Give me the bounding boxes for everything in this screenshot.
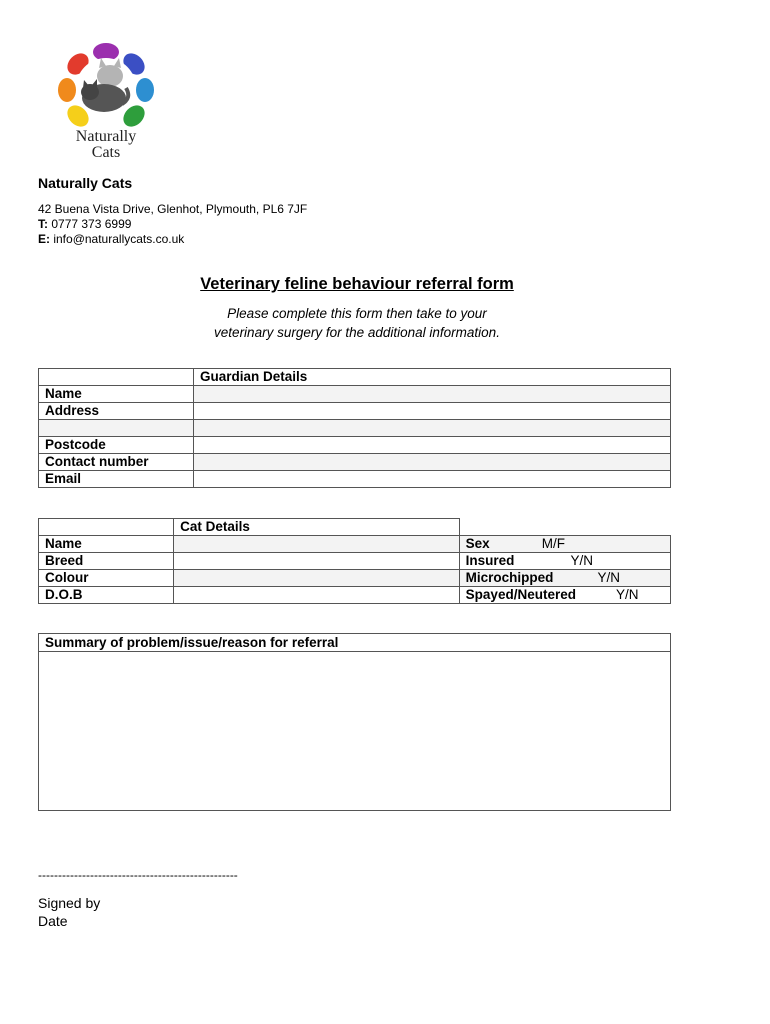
guardian-address-field[interactable]: [194, 403, 671, 420]
company-phone-line: [38, 217, 131, 231]
form-title: Veterinary feline behaviour referral form: [200, 275, 514, 293]
logo-text-line1: Naturally: [75, 128, 137, 145]
guardian-label-postcode: Postcode: [39, 437, 194, 454]
guardian-row-name: [39, 386, 671, 403]
date-label: Date: [38, 913, 68, 929]
cat-row-1: [39, 536, 671, 553]
cat-header-blank: [39, 519, 174, 536]
cat-sex-cell[interactable]: [459, 536, 670, 553]
cat-colour-field[interactable]: [174, 570, 460, 587]
cat-insured-cell[interactable]: [459, 553, 670, 570]
cat-insured-options: Y/N: [570, 553, 593, 568]
company-address: 42 Buena Vista Drive, Glenhot, Plymouth, PL6 7JF: [38, 202, 308, 216]
guardian-email-field[interactable]: [194, 471, 671, 488]
phone-number: 0777 373 6999: [51, 217, 132, 231]
cat-label-colour: Colour: [39, 570, 174, 587]
naturally-cats-logo: [52, 38, 160, 160]
cat-label-sex: Sex: [465, 536, 490, 551]
company-email-line: [38, 232, 184, 246]
cat-row-3: [39, 570, 671, 587]
cat-breed-field[interactable]: [174, 553, 460, 570]
instructions-line-2: veterinary surgery for the additional information.: [214, 325, 500, 340]
company-name: Naturally Cats: [38, 175, 133, 191]
instructions-line-1: Please complete this form then take to your: [227, 306, 487, 321]
cat-details-table: [38, 518, 671, 604]
cat-label-breed: Breed: [39, 553, 174, 570]
signature-line: --------------------------------------------------: [38, 868, 238, 882]
cat-microchipped-options: Y/N: [597, 570, 620, 585]
cat-details-header: Cat Details: [174, 519, 460, 536]
guardian-header-row: [39, 369, 671, 386]
guardian-details-table: [38, 368, 671, 488]
cat-label-insured: Insured: [465, 553, 515, 568]
guardian-row-postcode: [39, 437, 671, 454]
phone-label: T:: [38, 217, 48, 231]
cat-header-row: [39, 519, 671, 536]
cat-label-name: Name: [39, 536, 174, 553]
guardian-row-contact: [39, 454, 671, 471]
summary-section: [38, 633, 671, 811]
guardian-name-field[interactable]: [194, 386, 671, 403]
cat-sex-options: M/F: [541, 536, 565, 551]
cat-row-4: [39, 587, 671, 604]
logo-text-line2: Cats: [91, 144, 121, 160]
guardian-contact-field[interactable]: [194, 454, 671, 471]
email-address: info@naturallycats.co.uk: [53, 232, 185, 246]
cat-row-2: [39, 553, 671, 570]
guardian-label-email: Email: [39, 471, 194, 488]
guardian-row-email: [39, 471, 671, 488]
guardian-row-address: [39, 403, 671, 420]
guardian-row-address-2: [39, 420, 671, 437]
cat-spayed-cell[interactable]: [459, 587, 670, 604]
summary-header: Summary of problem/issue/reason for referral: [39, 634, 670, 652]
guardian-postcode-field[interactable]: [194, 437, 671, 454]
guardian-label-blank: [39, 420, 194, 437]
cat-label-spayed: Spayed/Neutered: [465, 587, 576, 602]
cat-name-field[interactable]: [174, 536, 460, 553]
form-instructions: [0, 304, 714, 342]
guardian-label-address: Address: [39, 403, 194, 420]
signed-by-label: Signed by: [38, 895, 101, 911]
guardian-label-contact: Contact number: [39, 454, 194, 471]
cat-label-microchipped: Microchipped: [465, 570, 554, 585]
email-label: E:: [38, 232, 50, 246]
guardian-header-blank: [39, 369, 194, 386]
guardian-label-name: Name: [39, 386, 194, 403]
cat-microchipped-cell[interactable]: [459, 570, 670, 587]
cat-dob-field[interactable]: [174, 587, 460, 604]
cat-spayed-options: Y/N: [615, 587, 639, 602]
summary-text-area[interactable]: [39, 652, 670, 810]
guardian-address-field-2[interactable]: [194, 420, 671, 437]
guardian-details-header: Guardian Details: [194, 369, 671, 386]
cat-label-dob: D.O.B: [39, 587, 174, 604]
